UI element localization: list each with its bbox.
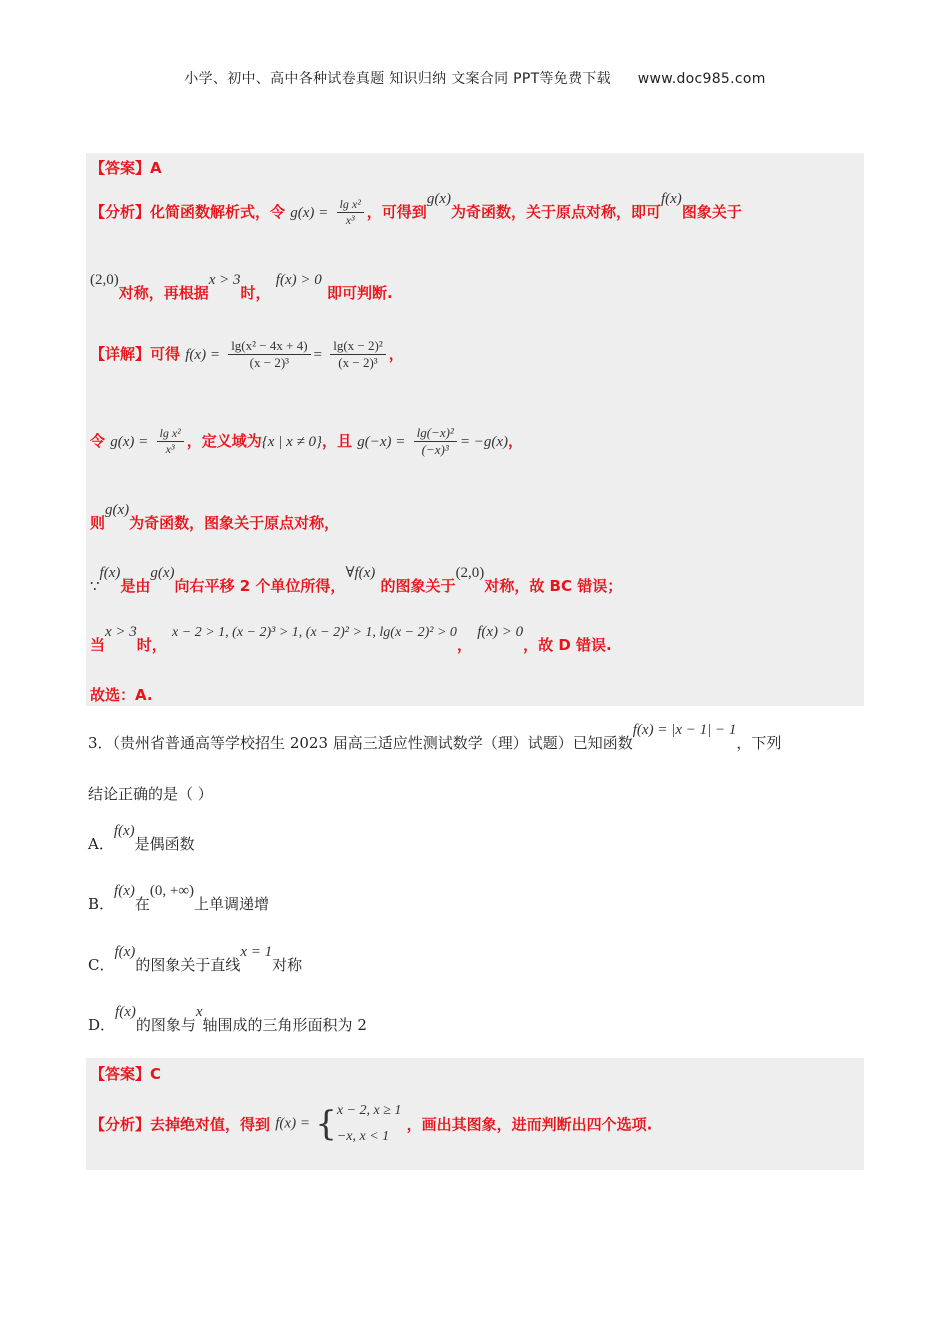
- q3-stem-line-2: 结论正确的是（ ）: [88, 785, 213, 803]
- detail-line-2: 令 g(x) = $\frac{\text{lg x²}}{\text{x³}}$ ，定义域为{x | x ≠ 0}，且 g(−x) = $\frac{\text{lg(−x)²}}{\text{(−x)³}}$ = −g(x)，: [90, 425, 523, 457]
- g-def-fraction: $\frac{\text{lg x²}}{\text{x³}}$: [337, 197, 364, 228]
- option-c: C．f(x)的图象关于直线x = 1对称: [88, 944, 303, 974]
- detail-line-3: 则g(x)为奇函数，图象关于原点对称，: [90, 502, 340, 532]
- option-b: B．f(x)在(0, +∞)上单调递增: [88, 883, 270, 913]
- final-answer-line: 故选：A.: [90, 686, 153, 704]
- g-def-fraction-2: $\frac{\text{lg x²}}{\text{x³}}$: [157, 426, 184, 457]
- header-text: 小学、初中、高中各种试卷真题 知识归纳 文案合同 PPT等免费下载: [184, 71, 611, 87]
- detail-line-5: 当x > 3时， x − 2 > 1, (x − 2)³ > 1, (x − 2)² > 1, lg(x − 2)² > 0， f(x) > 0，故 D 错误.: [90, 624, 612, 654]
- option-d: D．f(x)的图象与x轴围成的三角形面积为 2: [88, 1004, 367, 1034]
- piecewise-cases: x − 2, x ≥ 1 −x, x < 1: [336, 1103, 402, 1144]
- detail-line-1: 【详解】可得 f(x) = $\frac{\text{lg(x² − 4x + 4)}}{\text{(x − 2)³}}$ = $\frac{\text{lg(x − 2)²}}{\text{(x − 2)³}}$ ，: [90, 338, 404, 370]
- header-site: www.doc985.com: [637, 71, 766, 87]
- piecewise-brace: {: [315, 1104, 337, 1144]
- option-a: A．f(x)是偶函数: [88, 823, 195, 853]
- g-neg-fraction: $\frac{\text{lg(−x)²}}{\text{(−x)³}}$: [414, 425, 457, 458]
- f-fraction-2: $\frac{\text{lg(x − 2)²}}{\text{(x − 2)³}}$: [330, 338, 386, 371]
- f-fraction-1: $\frac{\text{lg(x² − 4x + 4)}}{\text{(x − 2)³}}$: [228, 338, 310, 371]
- analysis-line-1: 【分析】化简函数解析式，令 g(x) = $\frac{\text{lg x²}}{\text{x³}}$ ，可得到g(x)为奇函数，关于原点对称，即可f(x)图象关于: [90, 191, 742, 227]
- answer-line: 【答案】A: [90, 159, 162, 177]
- q3-stem-line-1: 3．（贵州省普通高等学校招生 2023 届高三适应性测试数学（理）试题）已知函数f(x) = |x − 1| − 1，下列: [88, 722, 782, 752]
- analysis-line-2: (2,0)对称，再根据x > 3时， f(x) > 0 即可判断.: [90, 272, 393, 302]
- page-header: [0, 68, 950, 88]
- detail-line-4: ∵f(x)是由g(x)向右平移 2 个单位所得，∀f(x) 的图象关于(2,0)对称，故 BC 错误；: [90, 565, 623, 595]
- q3-analysis-line: 【分析】去掉绝对值，得到 f(x) = { x − 2, x ≥ 1 −x, x < 1 ，画出其图象，进而判断出四个选项.: [90, 1098, 652, 1150]
- q3-answer-line: 【答案】C: [90, 1065, 162, 1083]
